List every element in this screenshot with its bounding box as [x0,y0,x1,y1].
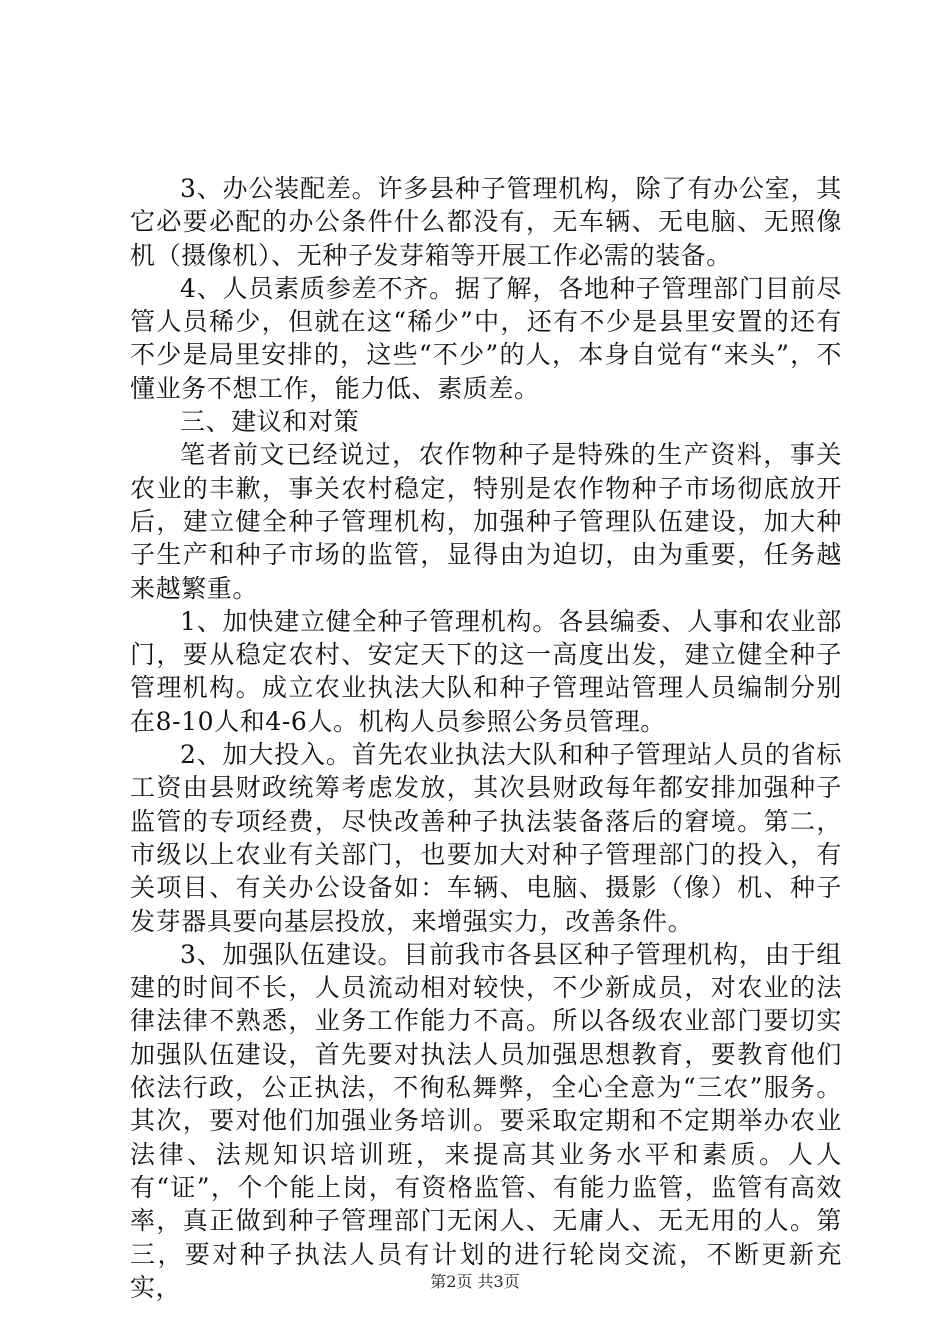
page-number: 第2页 共3页 [430,1272,520,1291]
paragraph-intro: 笔者前文已经说过，农作物种子是特殊的生产资料，事关农业的丰歉，事关农村稳定，特别是农作物种子市场彻底放开后，建立健全种子管理机构，加强种子管理队伍建设，加大种子生产和种子市场的监管，显得由为迫切，由为重要，任务越来越繁重。 [130,440,842,603]
paragraph-increase-investment: 2、加大投入。首先农业执法大队和种子管理站人员的省标工资由县财政统筹考虑发放，其次县财政每年都安排加强种子监管的专项经费，尽快改善种子执法装备落后的窘境。第二，市级以上农业有关部门，也要加大对种子管理部门的投入，有关项目、有关办公设备如：车辆、电脑、摄影（像）机、种子发芽器具要向基层投放，来增强实力，改善条件。 [130,740,842,936]
paragraph-staff-quality: 4、人员素质参差不齐。据了解，各地种子管理部门目前尽管人员稀少，但就在这“稀少”中，还有不少是县里安置的还有不少是局里安排的，这些“不少”的人，本身自觉有“来头”，不懂业务不想工作，能力低、素质差。 [130,273,842,403]
paragraph-office-equipment: 3、办公装配差。许多县种子管理机构，除了有办公室，其它必要必配的办公条件什么都没有，无车辆、无电脑、无照像机（摄像机）、无种子发芽箱等开展工作必需的装备。 [130,174,842,270]
section-heading-suggestions: 三、建议和对策 [180,407,360,437]
page-footer [0,1272,950,1292]
paragraph-establish-agencies: 1、加快建立健全种子管理机构。各县编委、人事和农业部门，要从稳定农村、安定天下的这一高度出发，建立健全种子管理机构。成立农业执法大队和种子管理站管理人员编制分别在8-10人和4-6人。机构人员参照公务员管理。 [130,606,842,736]
document-body [130,172,842,1304]
paragraph-team-building: 3、加强队伍建设。目前我市各县区种子管理机构，由于组建的时间不长，人员流动相对较快，不少新成员，对农业的法律法律不熟悉，业务工作能力不高。所以各级农业部门要切实加强队伍建设，首先要对执法人员加强思想教育，要教育他们依法行政，公正执法，不徇私舞弊，全心全意为“三农”服务。其次，要对他们加强业务培训。要采取定期和不定期举办农业法律、法规知识培训班，来提高其业务水平和素质。人人有“证”，个个能上岗，有资格监管、有能力监管，监管有高效率，真正做到种子管理部门无闲人、无庸人、无无用的人。第三，要对种子执法人员有计划的进行轮岗交流，不断更新充实， [130,939,842,1302]
